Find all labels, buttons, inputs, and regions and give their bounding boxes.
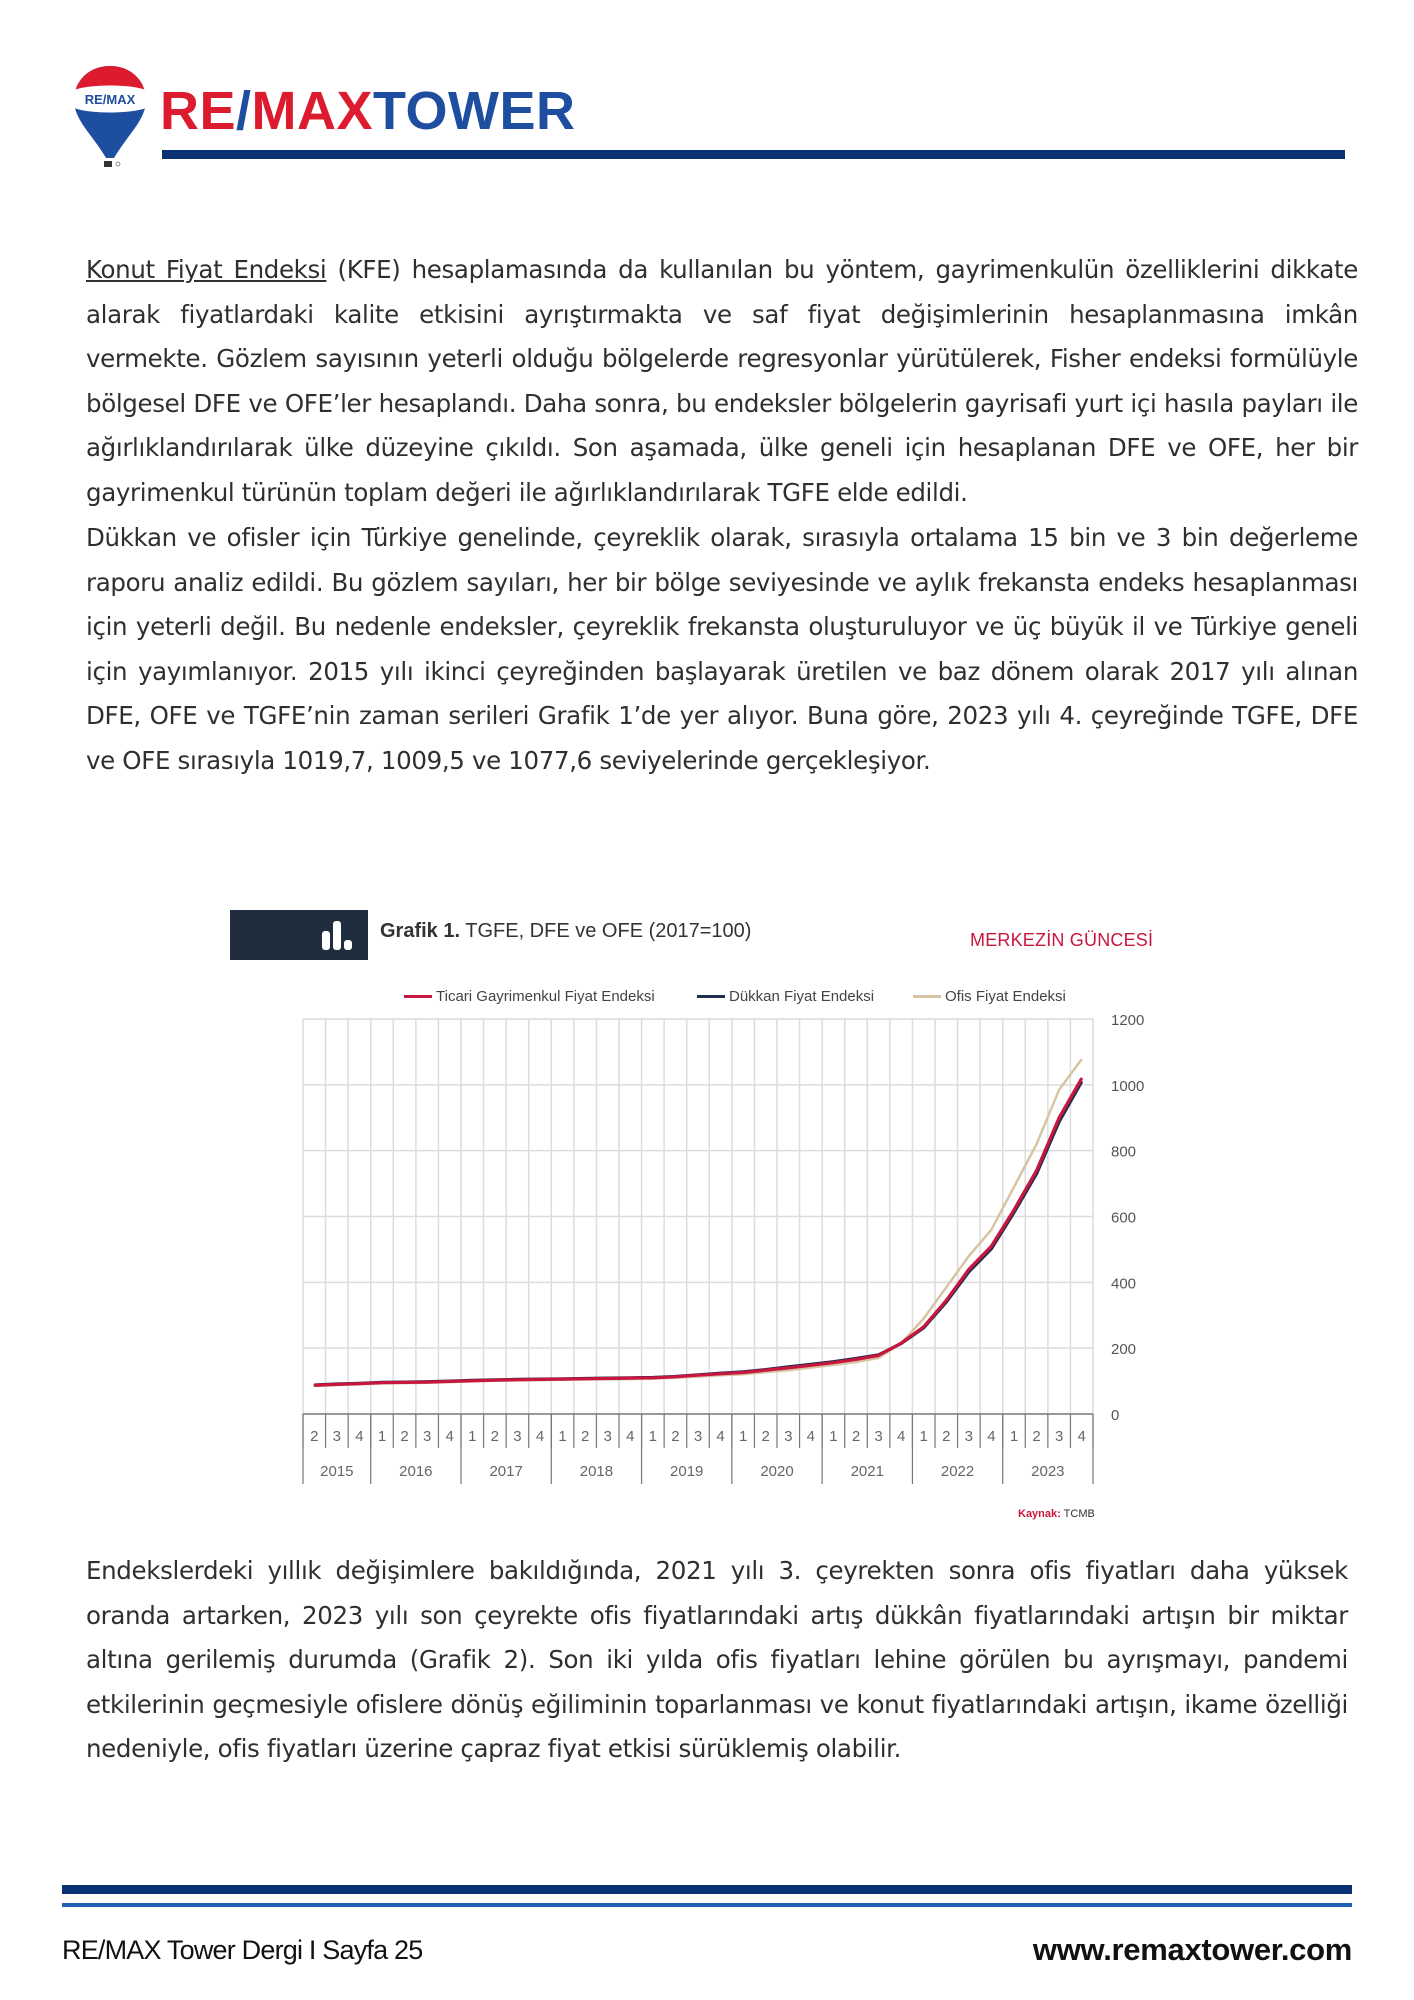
data-point-tgfe — [630, 1377, 632, 1379]
quarter-tick-label: 2 — [1032, 1428, 1041, 1445]
quarter-tick-label: 3 — [964, 1428, 974, 1445]
quarter-tick-label: 1 — [468, 1428, 477, 1445]
legend-swatch-tgfe — [404, 995, 432, 998]
data-point-tgfe — [878, 1355, 880, 1357]
data-point-dfe — [584, 1378, 586, 1380]
data-point-ofe — [404, 1382, 406, 1384]
year-tick-label: 2016 — [399, 1463, 433, 1480]
data-point-tgfe — [1013, 1209, 1015, 1211]
data-point-ofe — [359, 1384, 361, 1386]
data-point-dfe — [697, 1374, 699, 1376]
quarter-tick-label: 2 — [671, 1428, 680, 1445]
data-point-dfe — [494, 1379, 496, 1381]
chart-title-box — [230, 910, 368, 960]
data-point-tgfe — [336, 1384, 338, 1386]
data-point-ofe — [1036, 1143, 1038, 1145]
data-point-tgfe — [314, 1385, 316, 1387]
y-tick-label: 200 — [1111, 1341, 1137, 1359]
data-point-dfe — [336, 1383, 338, 1385]
series-line-ofe — [314, 1059, 1081, 1385]
data-point-dfe — [742, 1371, 744, 1373]
para1-text: (KFE) hesaplamasında da kullanılan bu yöntem, gayrimenkulün özelliklerini dikkate alarak fiyatlardaki kalite etkisini ayrıştırmakta ve saf fiyat değişimlerinin hesaplanmasına imkân vermekte. Gözlem sayısının yeterli olduğu bölgelerde regresyonlar yürütülerek, Fisher endeksi formülüyle bölgesel DFE ve OFE’ler hesaplandı. Daha sonra, bu endeksler bölgelerin gayrisafi yurt içi hasıla payları ile ağırlıklandırılarak ülke düzeyine çıkıldı. Son aşamada, ülke geneli için hesaplanan DFE ve OFE, her bir gayrimenkul türünün toplam değeri ile ağırlıklandırılarak TGFE elde edildi. — [86, 255, 1358, 507]
legend-item-ofe — [913, 988, 1066, 1005]
data-point-ofe — [1081, 1059, 1083, 1061]
bar-chart-icon — [230, 910, 368, 960]
data-point-dfe — [968, 1271, 970, 1273]
legend-label-ofe: Ofis Fiyat Endeksi — [945, 988, 1066, 1005]
data-point-tgfe — [517, 1379, 519, 1381]
kfe-link[interactable]: Konut Fiyat Endeksi — [86, 255, 327, 284]
quarter-tick-label: 2 — [761, 1428, 770, 1445]
chart-title — [380, 920, 751, 943]
header-divider — [162, 150, 1345, 159]
footer-website-link[interactable]: www.remaxtower.com — [1032, 1932, 1352, 1967]
data-point-dfe — [900, 1343, 902, 1345]
data-point-dfe — [1013, 1212, 1015, 1214]
legend-label-dfe: Dükkan Fiyat Endeksi — [729, 988, 875, 1005]
chart-source — [1018, 1508, 1095, 1520]
legend-item-tgfe — [404, 988, 655, 1005]
data-point-dfe — [991, 1248, 993, 1250]
year-tick-label: 2021 — [850, 1463, 884, 1480]
quarter-tick-label: 3 — [332, 1428, 342, 1445]
quarter-tick-label: 1 — [558, 1428, 567, 1445]
quarter-tick-label: 1 — [738, 1428, 748, 1445]
data-point-tgfe — [675, 1376, 677, 1378]
data-point-ofe — [675, 1377, 677, 1379]
data-point-ofe — [449, 1381, 451, 1383]
quarter-tick-label: 2 — [942, 1428, 951, 1445]
quarter-tick-label: 1 — [1009, 1428, 1019, 1445]
data-point-dfe — [1058, 1121, 1060, 1123]
data-point-ofe — [584, 1379, 586, 1381]
data-point-tgfe — [697, 1374, 699, 1376]
data-point-tgfe — [900, 1342, 902, 1344]
data-point-tgfe — [765, 1369, 767, 1371]
data-point-tgfe — [1036, 1170, 1038, 1172]
data-point-dfe — [381, 1382, 383, 1384]
brand-wordmark — [160, 81, 576, 141]
data-point-ofe — [720, 1374, 722, 1376]
data-point-dfe — [472, 1380, 474, 1382]
data-point-dfe — [359, 1383, 361, 1385]
data-point-dfe — [946, 1301, 948, 1303]
quarter-tick-label: 3 — [603, 1428, 612, 1445]
data-point-ofe — [900, 1342, 902, 1344]
footer-divider-thin — [62, 1903, 1352, 1907]
data-point-ofe — [539, 1379, 541, 1381]
data-point-dfe — [426, 1381, 428, 1383]
data-point-ofe — [607, 1378, 609, 1380]
data-point-ofe — [833, 1364, 835, 1366]
data-point-dfe — [1081, 1081, 1083, 1083]
year-tick-label: 2022 — [940, 1463, 975, 1480]
data-point-tgfe — [381, 1382, 383, 1384]
data-point-ofe — [1058, 1089, 1060, 1091]
data-point-tgfe — [404, 1382, 406, 1384]
data-point-dfe — [720, 1372, 722, 1374]
data-point-tgfe — [1058, 1117, 1060, 1119]
year-tick-label: 2017 — [489, 1463, 523, 1480]
legend-swatch-ofe — [913, 995, 941, 998]
quarter-tick-label: 3 — [513, 1428, 522, 1445]
quarter-tick-label: 4 — [896, 1428, 906, 1445]
data-point-tgfe — [359, 1383, 361, 1385]
year-tick-label: 2018 — [579, 1463, 614, 1480]
data-point-dfe — [675, 1376, 677, 1378]
data-point-dfe — [923, 1327, 925, 1329]
data-point-ofe — [810, 1367, 812, 1369]
data-point-tgfe — [855, 1359, 857, 1361]
data-point-dfe — [1036, 1173, 1038, 1175]
quarter-tick-label: 3 — [784, 1428, 793, 1445]
data-point-ofe — [494, 1380, 496, 1382]
quarter-tick-label: 2 — [580, 1428, 590, 1445]
data-point-ofe — [968, 1255, 970, 1257]
quarter-tick-label: 2 — [400, 1428, 409, 1445]
quarter-tick-label: 4 — [355, 1428, 364, 1445]
data-point-dfe — [449, 1380, 451, 1382]
quarter-tick-label: 1 — [829, 1428, 838, 1445]
quarter-tick-label: 4 — [806, 1428, 816, 1445]
quarter-tick-label: 3 — [1054, 1428, 1064, 1445]
legend-item-dfe — [697, 988, 874, 1005]
year-tick-label: 2023 — [1031, 1463, 1065, 1480]
quarter-tick-label: 1 — [377, 1428, 387, 1445]
data-point-ofe — [1013, 1186, 1015, 1188]
data-point-tgfe — [607, 1378, 609, 1380]
quarter-tick-label: 4 — [987, 1428, 996, 1445]
data-point-dfe — [607, 1377, 609, 1379]
series-line-dfe — [314, 1082, 1081, 1385]
chart-title-rest: TGFE, DFE ve OFE (2017=100) — [460, 920, 752, 942]
data-point-tgfe — [539, 1379, 541, 1381]
data-point-dfe — [788, 1366, 790, 1368]
data-point-tgfe — [991, 1245, 993, 1247]
brand-slash: / — [236, 81, 252, 141]
quarter-tick-label: 4 — [445, 1428, 454, 1445]
data-point-tgfe — [449, 1381, 451, 1383]
y-tick-label: 1200 — [1111, 1012, 1145, 1029]
body-paragraph-3: Endekslerdeki yıllık değişimlere bakıldığında, 2021 yılı 3. çeyrekten sonra ofis fiyatları daha yüksek oranda artarken, 2023 yılı son çeyrekte ofis fiyatlarındaki artış dükkân fiyatlarındaki artışın bir miktar altına gerilemiş durumda (Grafik 2). Son iki yılda ofis fiyatları lehine görülen bu ayrışmayı, pandemi etkilerinin geçmesiyle ofislere dönüş eğiliminin toparlanması ve konut fiyatlarındaki artışın, ikame özelliği nedeniyle, ofis fiyatları üzerine çapraz fiyat etkisi sürüklemiş olabilir. — [86, 1556, 1348, 1764]
data-point-tgfe — [968, 1268, 970, 1270]
data-point-tgfe — [472, 1380, 474, 1382]
data-point-tgfe — [810, 1365, 812, 1367]
logo-badge-text: RE/MAX — [84, 92, 136, 107]
data-point-ofe — [426, 1382, 428, 1384]
quarter-tick-label: 4 — [1077, 1428, 1086, 1445]
data-point-ofe — [923, 1318, 925, 1320]
data-point-ofe — [991, 1229, 993, 1231]
data-point-dfe — [562, 1378, 564, 1380]
data-point-ofe — [630, 1378, 632, 1380]
data-point-dfe — [314, 1384, 316, 1386]
y-tick-label: 800 — [1111, 1143, 1137, 1161]
data-point-tgfe — [923, 1326, 925, 1328]
data-point-tgfe — [652, 1377, 654, 1379]
data-point-dfe — [404, 1381, 406, 1383]
y-tick-label: 0 — [1111, 1407, 1120, 1424]
quarter-tick-label: 3 — [693, 1428, 703, 1445]
year-tick-label: 2015 — [320, 1463, 354, 1480]
data-point-tgfe — [742, 1372, 744, 1374]
year-tick-label: 2019 — [670, 1463, 704, 1480]
data-point-ofe — [472, 1381, 474, 1383]
quarter-tick-label: 4 — [716, 1428, 725, 1445]
data-point-tgfe — [562, 1378, 564, 1380]
body-paragraph-2: Dükkan ve ofisler için Türkiye genelinde, çeyreklik olarak, sırasıyla ortalama 15 bin ve 3 bin değerleme raporu analiz edildi. Bu gözlem sayıları, her bir bölge seviyesinde ve aylık frekansta endeks hesaplanması için yeterli değil. Bu nedenle endeksler, çeyreklik frekansta oluşturuluyor ve üç büyük il ve Türkiye geneli için yayımlanıyor. 2015 yılı ikinci çeyreğinden başlayarak üretilen ve baz dönem olarak 2017 yılı alınan DFE, OFE ve TGFE’nin zaman serileri Grafik 1’de yer alıyor. Buna göre, 2023 yılı 4. çeyreğinde TGFE, DFE ve OFE sırasıyla 1019,7, 1009,5 ve 1077,6 seviyelerinde gerçekleşiyor. — [86, 523, 1358, 775]
quarter-tick-label: 2 — [490, 1428, 500, 1445]
data-point-ofe — [562, 1379, 564, 1381]
source-value: TCMB — [1063, 1508, 1095, 1520]
data-point-ofe — [946, 1287, 948, 1289]
legend-swatch-dfe — [697, 995, 725, 998]
brand-tower: TOWER — [373, 81, 576, 141]
data-point-ofe — [855, 1361, 857, 1363]
publisher-label: MERKEZİN GÜNCESİ — [970, 930, 1154, 950]
remax-balloon-logo — [70, 62, 150, 170]
quarter-tick-label: 1 — [919, 1428, 928, 1445]
data-point-dfe — [855, 1358, 857, 1360]
data-point-ofe — [788, 1369, 790, 1371]
data-point-dfe — [630, 1377, 632, 1379]
y-tick-label: 600 — [1111, 1209, 1137, 1227]
data-point-ofe — [314, 1385, 316, 1387]
legend-label-tgfe: Ticari Gayrimenkul Fiyat Endeksi — [436, 988, 655, 1005]
brand-re: RE — [160, 81, 237, 141]
data-point-ofe — [381, 1383, 383, 1385]
source-label: Kaynak: — [1018, 1508, 1061, 1520]
data-point-tgfe — [946, 1300, 948, 1302]
quarter-tick-label: 1 — [648, 1428, 658, 1445]
footer-divider-thick — [62, 1885, 1352, 1894]
data-point-ofe — [652, 1378, 654, 1380]
data-point-tgfe — [494, 1379, 496, 1381]
quarter-tick-label: 2 — [851, 1428, 861, 1445]
series-line-tgfe — [314, 1078, 1081, 1385]
data-point-ofe — [765, 1371, 767, 1373]
year-tick-label: 2020 — [760, 1463, 794, 1480]
y-tick-label: 1000 — [1111, 1077, 1145, 1095]
data-point-dfe — [517, 1379, 519, 1381]
data-point-ofe — [517, 1380, 519, 1382]
data-point-tgfe — [833, 1362, 835, 1364]
data-point-tgfe — [720, 1373, 722, 1375]
quarter-tick-label: 4 — [626, 1428, 635, 1445]
data-point-ofe — [336, 1384, 338, 1386]
quarter-tick-label: 3 — [874, 1428, 883, 1445]
quarter-tick-label: 4 — [535, 1428, 545, 1445]
data-point-dfe — [878, 1354, 880, 1356]
data-point-ofe — [742, 1373, 744, 1375]
body-paragraph-1 — [86, 248, 1358, 516]
data-point-tgfe — [1081, 1078, 1083, 1080]
data-point-dfe — [765, 1369, 767, 1371]
data-point-dfe — [539, 1378, 541, 1380]
data-point-ofe — [697, 1376, 699, 1378]
brand-max: MAX — [251, 81, 374, 141]
quarter-tick-label: 2 — [310, 1428, 319, 1445]
y-tick-label: 400 — [1111, 1275, 1137, 1293]
data-point-tgfe — [788, 1367, 790, 1369]
data-point-ofe — [878, 1357, 880, 1359]
chart-title-bold: Grafik 1. — [380, 920, 461, 942]
data-point-dfe — [652, 1377, 654, 1379]
quarter-tick-label: 3 — [422, 1428, 432, 1445]
data-point-dfe — [810, 1364, 812, 1366]
data-point-tgfe — [426, 1381, 428, 1383]
footer-page-label: RE/MAX Tower Dergi I Sayfa 25 — [62, 1935, 423, 1965]
data-point-dfe — [833, 1361, 835, 1363]
data-point-tgfe — [584, 1378, 586, 1380]
